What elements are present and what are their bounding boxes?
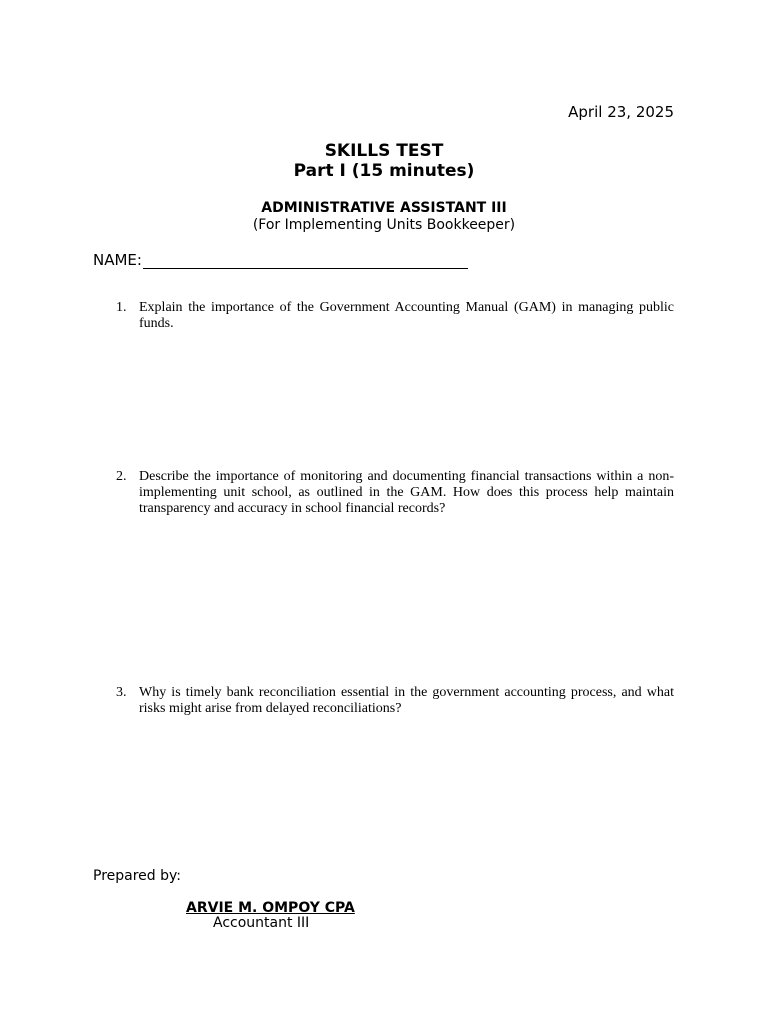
- preparer-position: Accountant III: [213, 915, 310, 931]
- name-field: [93, 251, 468, 269]
- document-date: April 23, 2025: [568, 103, 674, 121]
- position-title: ADMINISTRATIVE ASSISTANT III: [261, 200, 507, 216]
- name-label: NAME:: [93, 251, 142, 269]
- question-text: Explain the importance of the Government Accounting Manual (GAM) in managing public funds.: [139, 300, 674, 331]
- question-item: [116, 685, 674, 717]
- preparer-name: ARVIE M. OMPOY CPA: [186, 900, 355, 916]
- position-subtitle: (For Implementing Units Bookkeeper): [252, 217, 516, 233]
- question-item: [116, 300, 674, 332]
- test-part: Part I (15 minutes): [293, 161, 475, 181]
- document-title: SKILLS TEST: [324, 141, 444, 161]
- name-blank-line: [143, 251, 468, 269]
- question-text: Describe the importance of monitoring and documenting financial transactions within a non-implementing unit school, as outlined in the GAM. How does this process help maintain transparency and accuracy in school financial records?: [139, 469, 674, 516]
- question-text: Why is timely bank reconciliation essential in the government accounting process, and what risks might arise from delayed reconciliations?: [139, 685, 674, 716]
- prepared-by-label: Prepared by:: [93, 868, 181, 884]
- question-number: 3.: [116, 685, 127, 700]
- question-item: [116, 469, 674, 517]
- question-number: 2.: [116, 469, 127, 484]
- question-number: 1.: [116, 300, 127, 315]
